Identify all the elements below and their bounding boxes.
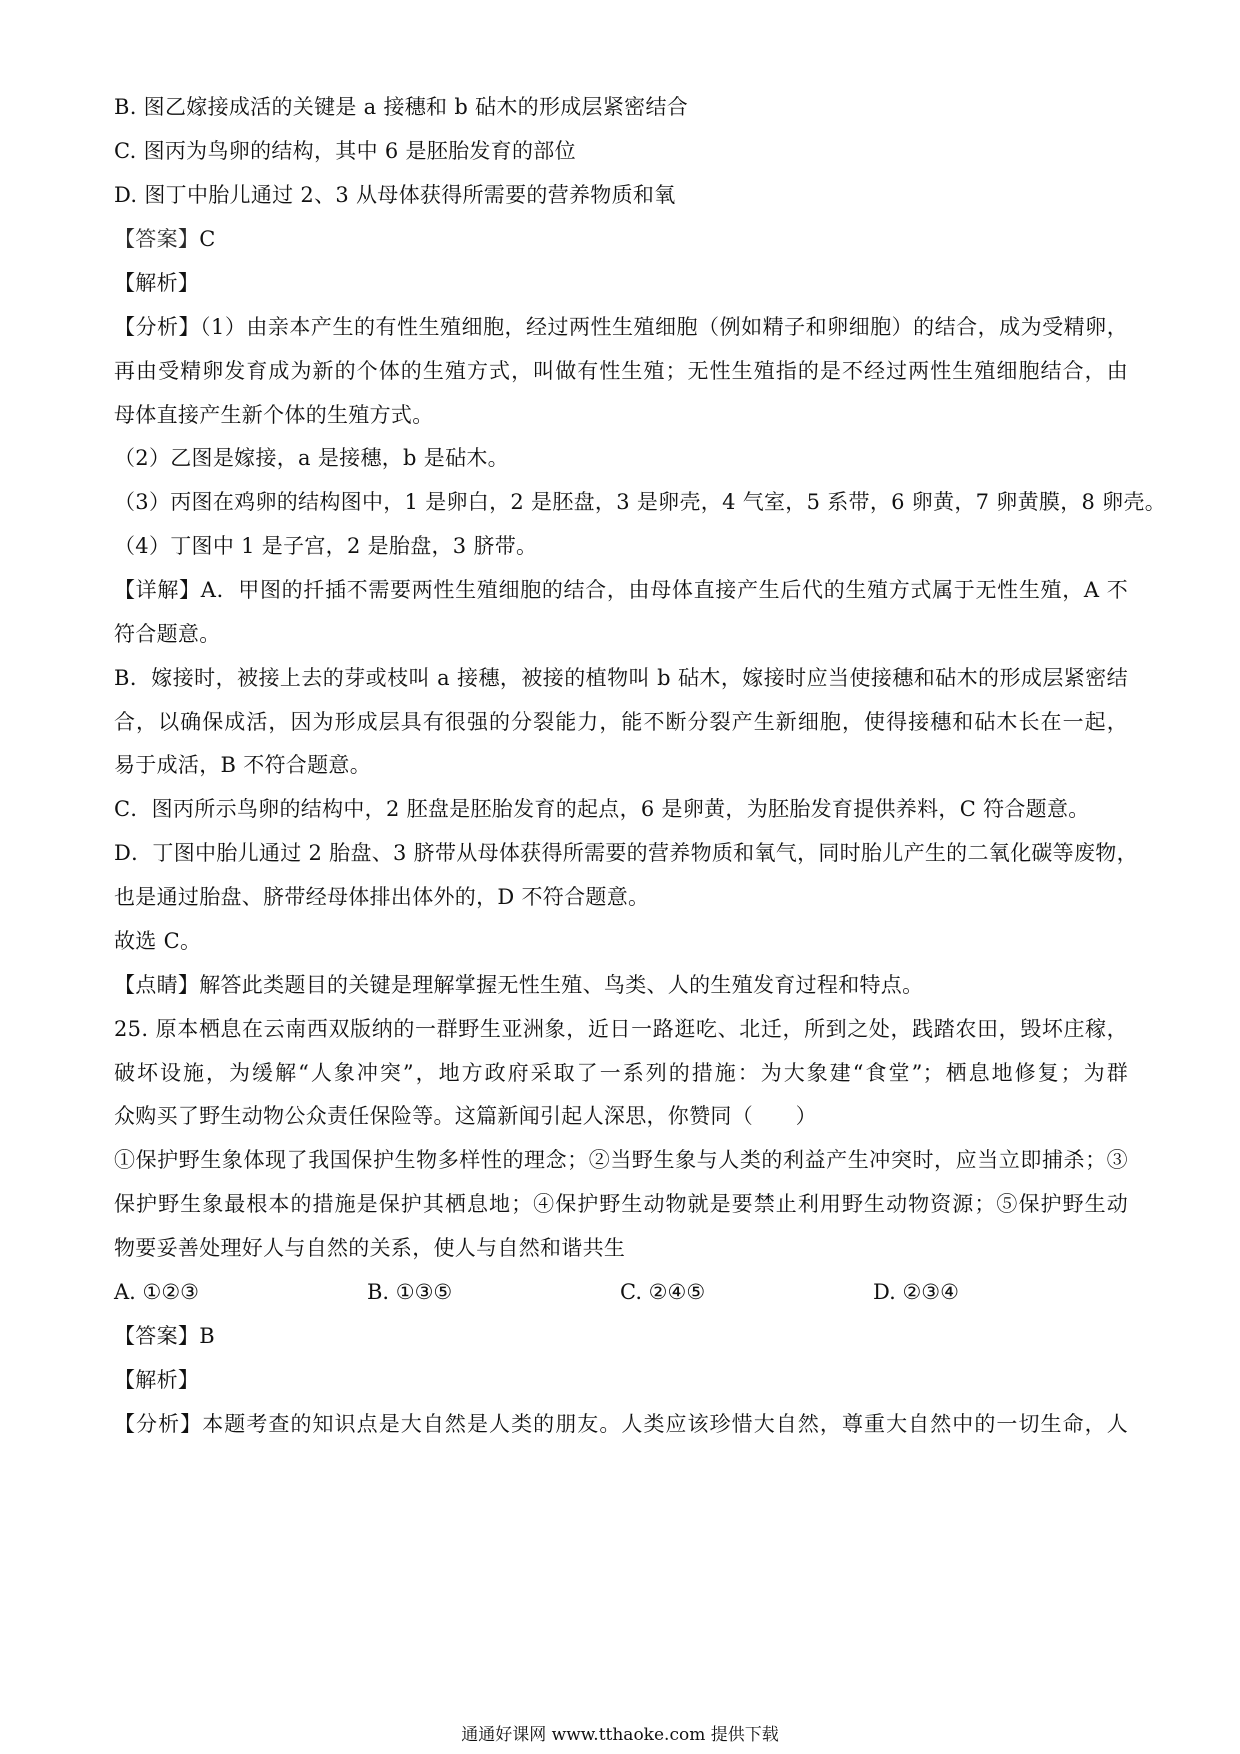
q25-stem-line-4: ①保护野生象体现了我国保护生物多样性的理念；②当野生象与人类的利益产生冲突时，应当立即捕杀；③ [114, 1148, 1128, 1172]
q25-stem-line-3: 众购买了野生动物公众责任保险等。这篇新闻引起人深思，你赞同（ ） [114, 1104, 817, 1128]
q24-answer [114, 224, 1128, 254]
q25-option-a: A. ①②③ [114, 1280, 199, 1304]
q24-xiangjie-line-8: 也是通过胎盘、脐带经母体排出体外的，D 不符合题意。 [114, 885, 650, 909]
q25-options [114, 1277, 1128, 1307]
fenxi-text: 本题考查的知识点是大自然是人类的朋友。人类应该珍惜大自然，尊重大自然中的一切生命，人 [202, 1412, 1128, 1436]
q25-stem-line-1: 25. 原本栖息在云南西双版纳的一群野生亚洲象，近日一路逛吃、北迁，所到之处，践踏农田，毁坏庄稼， [114, 1017, 1128, 1041]
option-d-prev: D. 图丁中胎儿通过 2、3 从母体获得所需要的营养物质和氧 [114, 183, 676, 207]
q24-fenxi-line-1 [114, 312, 1128, 342]
answer-value: B [199, 1324, 215, 1348]
q24-xiangjie-line-4: 合，以确保成活，因为形成层具有很强的分裂能力，能不断分裂产生新细胞，使得接穗和砧木长在一起， [114, 710, 1128, 734]
q24-fenxi-line-4: （2）乙图是嫁接，a 是接穗，b 是砧木。 [114, 446, 509, 470]
q24-dianjing [114, 970, 1128, 1000]
answer-tag: 【答案】 [114, 1324, 200, 1348]
answer-tag: 【答案】 [114, 227, 200, 251]
q25-option-d: D. ②③④ [873, 1280, 959, 1304]
fenxi-text: （1）由亲本产生的有性生殖细胞，经过两性生殖细胞（例如精子和卵细胞）的结合，成为受精卵， [200, 315, 1128, 339]
q24-xiangjie-line-9: 故选 C。 [114, 929, 202, 953]
q24-fenxi-line-3: 母体直接产生新个体的生殖方式。 [114, 403, 434, 427]
fenxi-tag: 【分析】 [114, 315, 201, 339]
q25-answer [114, 1321, 1128, 1351]
q25-stem-line-5: 保护野生象最根本的措施是保护其栖息地；④保护野生动物就是要禁止利用野生动物资源；⑤保护野生动 [114, 1192, 1128, 1216]
q24-xiangjie-line-1 [114, 575, 1128, 605]
q24-jiexi-tag: 【解析】 [114, 271, 200, 295]
q24-xiangjie-line-5: 易于成活，B 不符合题意。 [114, 753, 372, 777]
q25-option-c: C. ②④⑤ [620, 1280, 706, 1304]
xiangjie-tag: 【详解】 [114, 578, 201, 602]
page-footer: 通通好课网 www.tthaoke.com 提供下载 [461, 1725, 779, 1745]
q24-fenxi-line-6: （4）丁图中 1 是子宫，2 是胎盘，3 脐带。 [114, 534, 538, 558]
q24-xiangjie-line-6: C．图丙所示鸟卵的结构中，2 胚盘是胚胎发育的起点，6 是卵黄，为胚胎发育提供养料，C 符合题意。 [114, 797, 1090, 821]
q25-stem-line-6: 物要妥善处理好人与自然的关系，使人与自然和谐共生 [114, 1236, 626, 1260]
answer-value: C [199, 227, 216, 251]
q25-stem-line-2: 破坏设施，为缓解“人象冲突”，地方政府采取了一系列的措施：为大象建“食堂”；栖息地修复；为群 [114, 1061, 1128, 1085]
q24-xiangjie-line-2: 符合题意。 [114, 622, 221, 646]
option-c-prev: C. 图丙为鸟卵的结构，其中 6 是胚胎发育的部位 [114, 139, 576, 163]
xiangjie-text: A．甲图的扦插不需要两性生殖细胞的结合，由母体直接产生后代的生殖方式属于无性生殖，A 不 [200, 578, 1129, 602]
q24-xiangjie-line-3: B．嫁接时，被接上去的芽或枝叫 a 接穗，被接的植物叫 b 砧木，嫁接时应当使接穗和砧木的形成层紧密结 [114, 666, 1128, 690]
q25-jiexi-tag: 【解析】 [114, 1368, 200, 1392]
dianjing-tag: 【点睛】 [114, 973, 200, 997]
q25-fenxi-line-1 [114, 1409, 1128, 1439]
q24-fenxi-line-2: 再由受精卵发育成为新的个体的生殖方式，叫做有性生殖；无性生殖指的是不经过两性生殖细胞结合，由 [114, 359, 1128, 383]
q25-option-b: B. ①③⑤ [367, 1280, 453, 1304]
q24-xiangjie-line-7: D．丁图中胎儿通过 2 胎盘、3 脐带从母体获得所需要的营养物质和氧气，同时胎儿产生的二氧化碳等废物， [114, 841, 1138, 865]
fenxi-tag: 【分析】 [114, 1412, 203, 1436]
q24-fenxi-line-5: （3）丙图在鸡卵的结构图中，1 是卵白，2 是胚盘，3 是卵壳，4 气室，5 系带，6 卵黄，7 卵黄膜，8 卵壳。 [114, 490, 1167, 514]
dianjing-text: 解答此类题目的关键是理解掌握无性生殖、鸟类、人的生殖发育过程和特点。 [199, 973, 924, 997]
option-b-prev: B. 图乙嫁接成活的关键是 a 接穗和 b 砧木的形成层紧密结合 [114, 95, 689, 119]
